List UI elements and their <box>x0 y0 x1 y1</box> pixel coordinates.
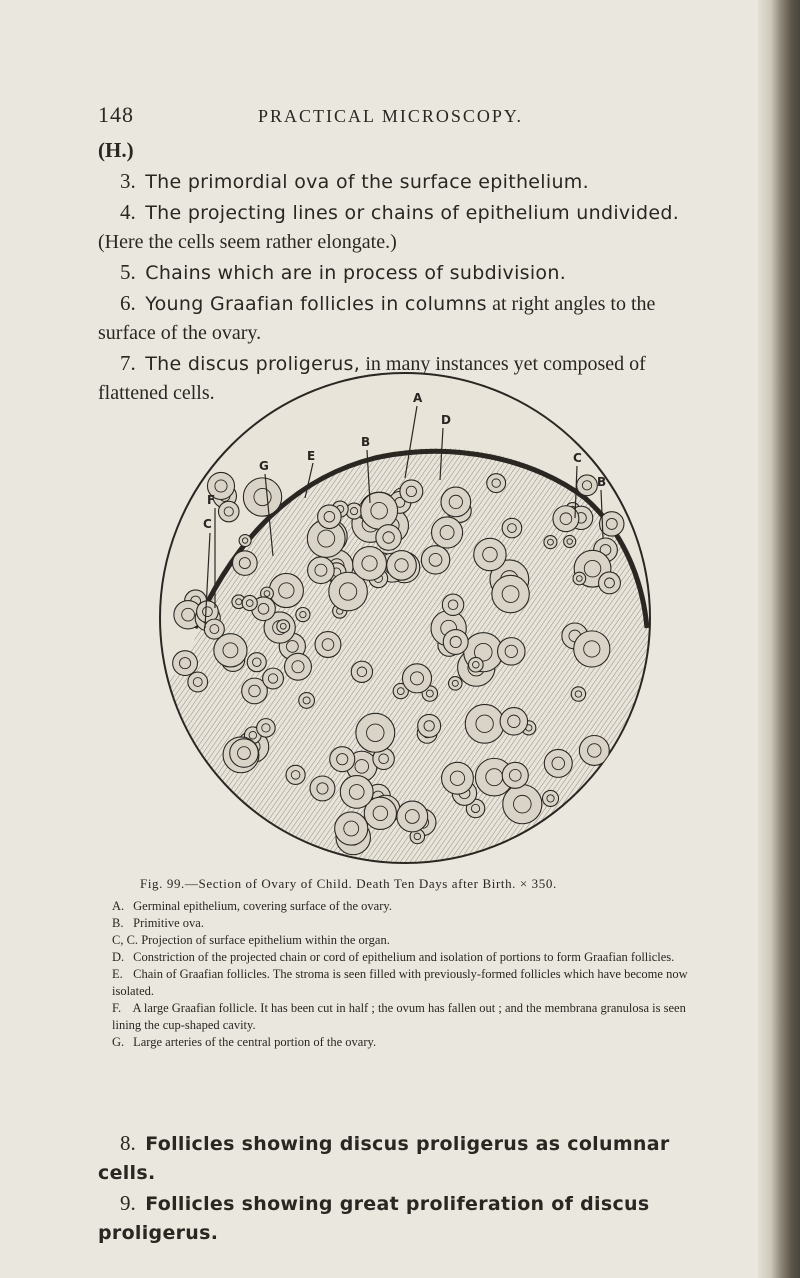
figure-caption <box>98 876 718 1051</box>
follicle <box>188 672 208 692</box>
follicle <box>330 747 355 772</box>
follicle <box>233 551 258 576</box>
follicle <box>353 547 387 581</box>
follicle <box>397 801 428 832</box>
follicle <box>335 812 368 845</box>
legend-text: A large Graafian follicle. It has been cut in half ; the ovum has fallen out ; and the membrana granulosa is seen lining the cup-shaped cavity. <box>112 1001 686 1032</box>
follicle <box>310 776 335 801</box>
follicle <box>400 480 423 503</box>
follicle <box>356 713 395 752</box>
follicle <box>542 790 558 806</box>
follicle <box>492 575 529 612</box>
follicle <box>204 619 224 639</box>
page-header <box>98 102 658 132</box>
legend-key: E. <box>112 967 123 981</box>
follicle <box>577 475 598 496</box>
follicle <box>402 664 431 693</box>
follicle <box>564 535 576 547</box>
item-number: 5. <box>120 260 136 284</box>
follicle <box>502 518 522 538</box>
item-number: 9. <box>120 1191 136 1215</box>
follicle <box>346 503 362 519</box>
figure-label-b-right: B <box>597 475 607 489</box>
follicle <box>442 594 463 615</box>
item-bold-text: Follicles showing great proliferation of discus proligerus. <box>98 1193 650 1244</box>
follicle <box>573 572 586 585</box>
follicle <box>465 704 504 743</box>
follicle <box>574 631 610 667</box>
follicle <box>387 551 417 581</box>
legend-item <box>112 1034 718 1051</box>
follicle <box>242 595 257 610</box>
follicle <box>315 632 341 658</box>
legend-item <box>112 932 718 949</box>
follicle <box>599 572 621 594</box>
follicle <box>442 762 474 794</box>
list-item <box>98 258 718 287</box>
follicle <box>243 478 281 516</box>
follicle <box>502 762 528 788</box>
figure-label-f: F <box>207 493 216 507</box>
item-number: 3. <box>120 169 136 193</box>
figure-label-d: D <box>441 413 451 427</box>
list-item <box>98 167 718 196</box>
list-item <box>98 1189 718 1247</box>
legend-key: F. <box>112 1001 122 1015</box>
figure-label-b: B <box>361 435 371 449</box>
item-number: 7. <box>120 351 136 375</box>
follicle <box>299 693 315 709</box>
section-label: (H.) <box>98 138 134 162</box>
item-bold-text: Follicles showing discus proligerus as columnar cells. <box>98 1133 670 1184</box>
follicle <box>469 657 484 672</box>
legend-text: Germinal epithelium, covering surface of the ovary. <box>133 899 392 913</box>
legend-item <box>112 949 718 966</box>
legend-text: Constriction of the projected chain or cord of epithelium and isolation of portions to form Graafian follicles. <box>133 950 675 964</box>
follicle <box>308 557 335 584</box>
legend-text: Large arteries of the central portion of the ovary. <box>133 1035 377 1049</box>
figure-label-e: E <box>307 449 316 463</box>
follicle <box>257 719 276 738</box>
follicle <box>286 765 305 784</box>
item-number: 4. <box>120 200 136 224</box>
follicle <box>263 668 284 689</box>
follicle <box>474 538 506 570</box>
follicle <box>376 525 402 551</box>
follicle <box>340 776 373 809</box>
follicle <box>351 661 372 682</box>
page-edge-shadow <box>758 0 800 1278</box>
follicle <box>571 687 585 701</box>
follicle <box>500 708 528 736</box>
follicle <box>214 634 247 667</box>
follicle <box>441 487 471 517</box>
follicle <box>544 536 557 549</box>
item-bold-text: The primordial ova of the surface epithelium. <box>145 171 589 193</box>
running-head: PRACTICAL MICROSCOPY. <box>258 106 524 126</box>
legend-text: Projection of surface epithelium within the organ. <box>141 933 390 947</box>
legend-item <box>112 1000 718 1034</box>
item-bold-text: Chains which are in process of subdivision. <box>145 262 567 284</box>
list-item <box>98 1129 718 1187</box>
follicle <box>239 535 251 547</box>
follicle <box>443 630 468 655</box>
item-number: 6. <box>120 291 136 315</box>
figure-label-c-right: C <box>573 451 582 465</box>
ovary-illustration <box>155 368 655 868</box>
follicle <box>269 573 303 607</box>
follicle <box>318 505 342 529</box>
follicle <box>498 638 525 665</box>
list-item <box>98 198 718 256</box>
figure-label-c-left: C <box>203 517 212 531</box>
legend-text: Chain of Graafian follicles. The stroma is seen filled with previously-formed follicles which have become now isolated. <box>112 967 688 998</box>
follicle <box>449 677 462 690</box>
follicle <box>277 620 290 633</box>
follicle <box>247 653 266 672</box>
follicle <box>361 492 398 529</box>
follicle <box>173 651 198 676</box>
follicle <box>296 607 310 621</box>
ovary-section-figure <box>155 368 655 868</box>
page-number: 148 <box>98 102 134 127</box>
follicle <box>503 785 542 824</box>
list-item <box>98 289 718 347</box>
follicle <box>544 749 572 777</box>
legend-key: C, C. <box>112 933 139 947</box>
legend-item <box>112 915 718 932</box>
figure-label-g: G <box>259 459 269 473</box>
item-rest-text: at right angles to the surface of the ovary. <box>98 293 656 344</box>
follicle <box>285 653 312 680</box>
item-bold-text: The discus proligerus, <box>145 353 361 375</box>
legend-key: D. <box>112 950 125 964</box>
follicle <box>418 714 441 737</box>
follicle <box>421 546 449 574</box>
item-bold-text: Young Graafian follicles in columns <box>145 293 487 315</box>
follicle <box>487 474 506 493</box>
legend-key: G. <box>112 1035 125 1049</box>
legend-text: Primitive ova. <box>133 916 204 930</box>
item-rest-text: in many instances yet composed of flattened cells. <box>98 353 646 404</box>
item-rest-text: (Here the cells seem rather elongate.) <box>98 231 397 253</box>
item-bold-text: The projecting lines or chains of epithelium undivided. <box>145 202 680 224</box>
follicle <box>432 517 463 548</box>
item-number: 8. <box>120 1131 136 1155</box>
follicle <box>230 739 258 767</box>
bottom-text <box>98 1129 718 1249</box>
legend-key: A. <box>112 899 125 913</box>
legend-key: B. <box>112 916 124 930</box>
figure-label-a: A <box>413 391 423 405</box>
legend-item <box>112 898 718 915</box>
legend-item <box>112 966 718 1000</box>
figure-title: Fig. 99.—Section of Ovary of Child. Death Ten Days after Birth. × 350. <box>140 876 557 891</box>
follicle <box>218 501 239 522</box>
